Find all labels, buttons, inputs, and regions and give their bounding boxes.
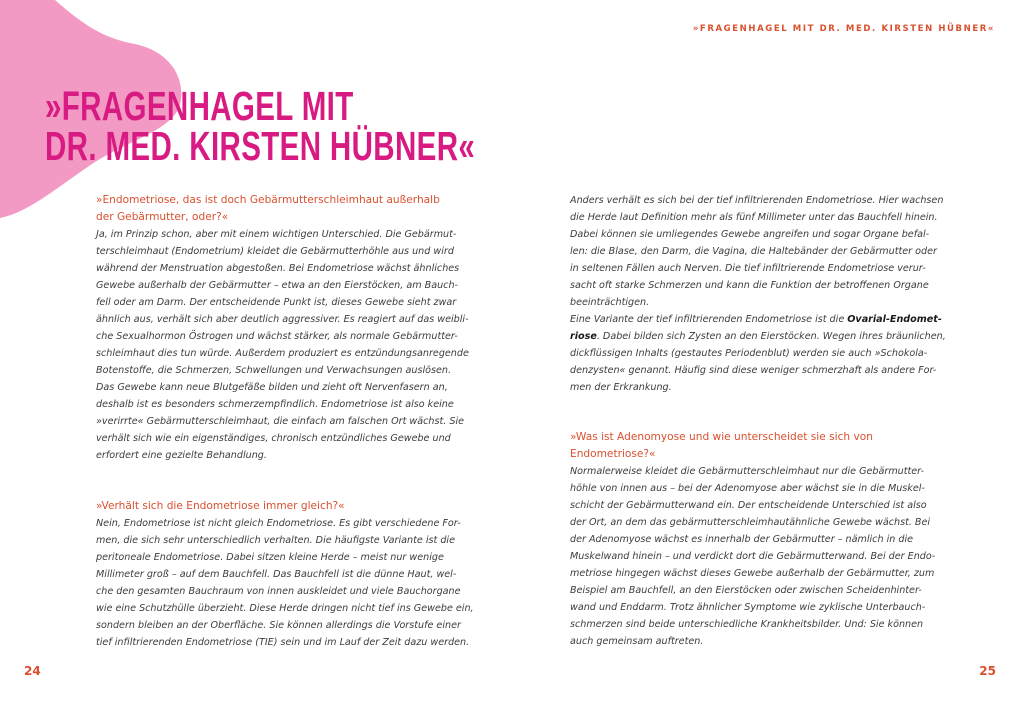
- text-line: die Herde laut Definition mehr als fünf Millimeter unter das Bauchfell hinein.: [570, 212, 938, 223]
- text-line: [570, 311, 940, 328]
- text-line: ähnlich aus, verhält sich aber deutlich aggressiver. Es reagiert auf das weibli-: [96, 314, 469, 325]
- title-line-1: »FRAGENHAGEL MIT: [45, 83, 354, 129]
- text-line: der Ort, an dem das gebärmutterschleimhautähnliche Gewebe wächst. Bei: [570, 517, 931, 528]
- text-line: dickflüssigen Inhalts (gestautes Periodenblut) werden sie auch »Schokola-: [570, 348, 928, 359]
- text-line: Nein, Endometriose ist nicht gleich Endometriose. Es gibt verschiedene For-: [96, 518, 461, 529]
- page-number-right: 25: [979, 664, 996, 678]
- text-line: Anders verhält es sich bei der tief infiltrierenden Endometriose. Hier wachsen: [570, 195, 944, 206]
- text-line: Gewebe außerhalb der Gebärmutter – etwa an den Eierstöcken, am Bauch-: [96, 280, 458, 291]
- text-segment: Eine Variante der tief infiltrierenden Endometriose ist die: [570, 314, 848, 325]
- text-line: deshalb ist es besonders schmerzempfindlich. Endometriose ist also keine: [96, 399, 454, 410]
- emphasis-term: riose: [570, 331, 597, 342]
- text-line: beeinträchtigen.: [570, 297, 650, 308]
- answer-paragraph: [570, 463, 940, 650]
- text-line: auch gemeinsam auftreten.: [570, 636, 704, 647]
- title-line-2: DR. MED. KIRSTEN HÜBNER«: [45, 123, 476, 169]
- answer-paragraph: [570, 192, 946, 396]
- text-line: wand und Enddarm. Trotz ähnlicher Symptome wie zyklische Unterbauch-: [570, 602, 926, 613]
- text-line: peritoneale Endometriose. Dabei sitzen kleine Herde – meist nur wenige: [96, 552, 444, 563]
- text-line: Millimeter groß – auf dem Bauchfell. Das Bauchfell ist die dünne Haut, wel-: [96, 569, 457, 580]
- text-line: während der Menstruation abgestoßen. Bei Endometriose wächst ähnliches: [96, 263, 460, 274]
- question-heading: [96, 192, 466, 226]
- text-line: »verirrte« Gebärmutterschleimhaut, die einfach am falschen Ort wächst. Sie: [96, 416, 465, 427]
- text-line: erfordert eine gezielte Behandlung.: [96, 450, 267, 461]
- running-header: »FRAGENHAGEL MIT DR. MED. KIRSTEN HÜBNER«: [692, 24, 995, 34]
- text-line: verhält sich wie ein eigenständiges, chronisch entzündliches Gewebe und: [96, 433, 451, 444]
- question-heading: [96, 498, 466, 515]
- text-line: fell oder am Darm. Der entscheidende Punkt ist, dieses Gewebe sieht zwar: [96, 297, 457, 308]
- text-line: schicht der Gebärmutterwand ein. Der entscheidende Unterschied ist also: [570, 500, 927, 511]
- text-line: schleimhaut dies tun würde. Außerdem produziert es entzündungsanregende: [96, 348, 469, 359]
- text-line: Ja, im Prinzip schon, aber mit einem wichtigen Unterschied. Die Gebärmut-: [96, 229, 457, 240]
- text-line: der Gebärmutter, oder?«: [96, 211, 229, 223]
- text-line: sondern bleiben an der Oberfläche. Sie können allerdings die Vorstufe einer: [96, 620, 461, 631]
- text-line: »Was ist Adenomyose und wie unterscheidet sie sich von: [570, 431, 873, 443]
- page-title: [45, 83, 476, 169]
- text-line: schmerzen sind beide unterschiedliche Krankheitsbilder. Und: Sie können: [570, 619, 924, 630]
- text-line: Botenstoffe, die Schmerzen, Schwellungen und Verwachsungen auslösen.: [96, 365, 452, 376]
- text-line: Muskelwand hinein – und verdickt dort die Gebärmutterwand. Bei der Endo-: [570, 551, 936, 562]
- text-line: [570, 328, 946, 345]
- text-line: Beispiel am Bauchfell, an den Eierstöcken oder zwischen Scheidenhinter-: [570, 585, 922, 596]
- text-line: metriose hingegen wächst dieses Gewebe außerhalb der Gebärmutter, zum: [570, 568, 935, 579]
- text-line: der Adenomyose wächst es innerhalb der Gebärmutter – nämlich in die: [570, 534, 914, 545]
- emphasis-term: Ovarial-Endomet-: [847, 314, 942, 325]
- answer-paragraph: [96, 515, 474, 651]
- text-segment: . Dabei bilden sich Zysten an den Eierstöcken. Wegen ihres bräunlichen,: [596, 331, 946, 342]
- text-line: men, die sich sehr unterschiedlich verhalten. Die häufigste Variante ist die: [96, 535, 455, 546]
- text-line: höhle von innen aus – bei der Adenomyose aber wächst sie in die Muskel-: [570, 483, 925, 494]
- text-line: »Endometriose, das ist doch Gebärmutterschleimhaut außerhalb: [96, 194, 440, 206]
- text-line: in seltenen Fällen auch Nerven. Die tief infiltrierende Endometriose verur-: [570, 263, 926, 274]
- text-line: »Verhält sich die Endometriose immer gleich?«: [96, 500, 345, 512]
- text-line: che Sexualhormon Östrogen und wächst stärker, als normale Gebärmutter-: [96, 331, 458, 342]
- answer-paragraph: [96, 226, 469, 464]
- text-line: men der Erkrankung.: [570, 382, 672, 393]
- text-line: Dabei können sie umliegendes Gewebe angreifen und sogar Organe befal-: [570, 229, 930, 240]
- question-heading: [570, 429, 940, 463]
- text-line: sacht oft starke Schmerzen und kann die Funktion der betroffenen Organe: [570, 280, 929, 291]
- text-line: len: die Blase, den Darm, die Vagina, die Haltebänder der Gebärmutter oder: [570, 246, 937, 257]
- text-line: terschleimhaut (Endometrium) kleidet die Gebärmutterhöhle aus und wird: [96, 246, 454, 257]
- page-number-left: 24: [24, 664, 41, 678]
- text-line: che den gesamten Bauchraum von innen auskleidet und viele Bauchorgane: [96, 586, 461, 597]
- text-line: Endometriose?«: [570, 448, 656, 460]
- text-line: denzysten« genannt. Häufig sind diese weniger schmerzhaft als andere For-: [570, 365, 937, 376]
- text-line: Normalerweise kleidet die Gebärmutterschleimhaut nur die Gebärmutter-: [570, 466, 925, 477]
- text-line: wie eine Schutzhülle überzieht. Diese Herde dringen nicht tief ins Gewebe ein,: [96, 603, 474, 614]
- text-line: tief infiltrierenden Endometriose (TIE) sein und im Lauf der Zeit dazu werden.: [96, 637, 470, 648]
- text-line: Das Gewebe kann neue Blutgefäße bilden und zieht oft Nervenfasern an,: [96, 382, 448, 393]
